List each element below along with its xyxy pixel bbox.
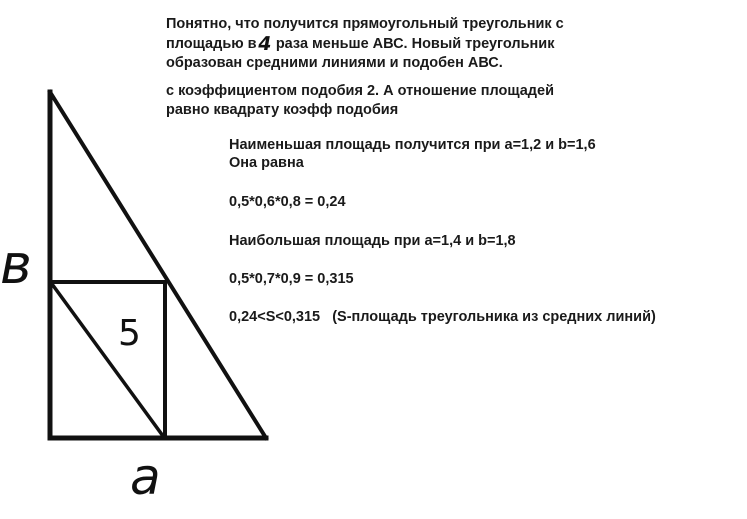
header-line-1: Понятно, что получится прямоугольный треугольник с [166,16,564,32]
min-area-line-2: Она равна [229,155,304,171]
area-label-s: 5 [118,313,141,354]
header-line-5: равно квадрату коэфф подобия [166,102,399,118]
header-line-4: с коэффициентом подобия 2. А отношение площадей [166,83,554,99]
header-line-2 [166,33,555,55]
side-label-a: a [130,448,161,506]
midline-diagonal [52,284,163,436]
header-line-2-start: площадью в [166,36,257,52]
max-area-line: Наибольшая площадь при a=1,4 и b=1,8 [229,233,516,249]
header-line-3: образован средними линиями и подобен АВС. [166,55,503,71]
max-area-calc: 0,5*0,7*0,9 = 0,315 [229,271,354,287]
min-area-line-1: Наименьшая площадь получится при a=1,2 и b=1,6 [229,137,596,153]
min-area-calc: 0,5*0,6*0,8 = 0,24 [229,194,346,210]
handwritten-digit-four: 4 [255,33,273,55]
side-label-b: в [0,233,32,296]
header-line-2-end: раза меньше АВС. Новый треугольник [271,36,555,52]
result-inequality: 0,24<S<0,315 (S-площадь треугольника из средних линий) [229,309,656,325]
